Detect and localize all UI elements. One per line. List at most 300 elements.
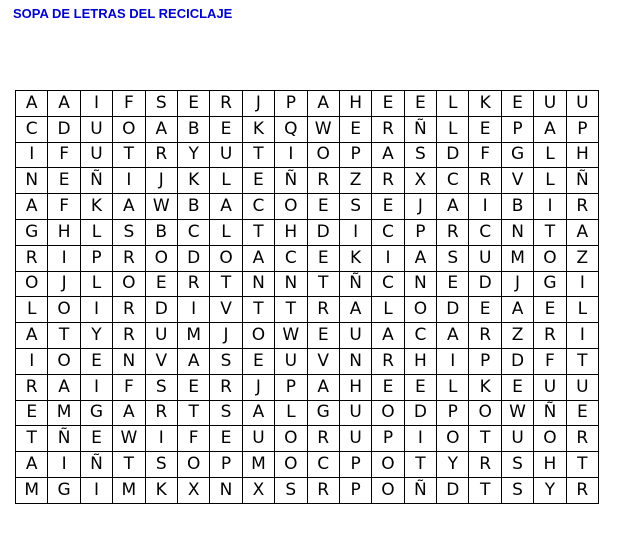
grid-cell[interactable]: L bbox=[534, 168, 566, 194]
grid-cell[interactable]: P bbox=[469, 348, 501, 374]
grid-cell[interactable]: R bbox=[113, 245, 145, 271]
grid-cell[interactable]: C bbox=[16, 116, 48, 142]
grid-cell[interactable]: I bbox=[339, 219, 371, 245]
grid-cell[interactable]: I bbox=[177, 297, 209, 323]
grid-cell[interactable]: T bbox=[242, 142, 274, 168]
grid-cell[interactable]: E bbox=[145, 271, 177, 297]
grid-cell[interactable]: S bbox=[501, 477, 533, 503]
grid-cell[interactable]: F bbox=[534, 348, 566, 374]
grid-cell[interactable]: E bbox=[80, 348, 112, 374]
grid-cell[interactable]: R bbox=[16, 374, 48, 400]
grid-cell[interactable]: O bbox=[177, 452, 209, 478]
grid-cell[interactable]: I bbox=[48, 245, 80, 271]
grid-cell[interactable]: Ñ bbox=[80, 452, 112, 478]
grid-cell[interactable]: E bbox=[372, 91, 404, 117]
grid-cell[interactable]: T bbox=[113, 452, 145, 478]
grid-cell[interactable]: P bbox=[80, 245, 112, 271]
grid-cell[interactable]: I bbox=[80, 477, 112, 503]
grid-cell[interactable]: Ñ bbox=[275, 168, 307, 194]
grid-cell[interactable]: E bbox=[372, 374, 404, 400]
grid-cell[interactable]: I bbox=[80, 297, 112, 323]
grid-cell[interactable]: K bbox=[469, 91, 501, 117]
grid-cell[interactable]: A bbox=[16, 452, 48, 478]
grid-cell[interactable]: R bbox=[469, 452, 501, 478]
grid-cell[interactable]: U bbox=[469, 245, 501, 271]
grid-cell[interactable]: M bbox=[177, 323, 209, 349]
grid-row bbox=[16, 168, 599, 194]
grid-cell[interactable]: H bbox=[275, 219, 307, 245]
grid-cell[interactable]: O bbox=[16, 271, 48, 297]
grid-row bbox=[16, 374, 599, 400]
grid-cell[interactable]: O bbox=[113, 116, 145, 142]
grid-cell[interactable]: H bbox=[339, 91, 371, 117]
grid-cell[interactable]: R bbox=[307, 477, 339, 503]
grid-cell[interactable]: S bbox=[210, 400, 242, 426]
grid-cell[interactable]: L bbox=[437, 91, 469, 117]
grid-cell[interactable]: U bbox=[566, 374, 598, 400]
grid-cell[interactable]: R bbox=[372, 168, 404, 194]
grid-cell[interactable]: I bbox=[16, 348, 48, 374]
grid-cell[interactable]: O bbox=[242, 323, 274, 349]
grid-cell[interactable]: R bbox=[534, 323, 566, 349]
grid-cell[interactable]: J bbox=[242, 91, 274, 117]
grid-cell[interactable]: E bbox=[242, 348, 274, 374]
grid-cell[interactable]: X bbox=[177, 477, 209, 503]
grid-cell[interactable]: V bbox=[307, 348, 339, 374]
grid-cell[interactable]: A bbox=[501, 297, 533, 323]
grid-cell[interactable]: L bbox=[16, 297, 48, 323]
grid-cell[interactable]: N bbox=[275, 271, 307, 297]
grid-cell[interactable]: S bbox=[113, 219, 145, 245]
grid-cell[interactable]: A bbox=[307, 91, 339, 117]
grid-cell[interactable]: J bbox=[210, 323, 242, 349]
grid-cell[interactable]: D bbox=[404, 400, 436, 426]
grid-cell[interactable]: T bbox=[48, 323, 80, 349]
grid-row bbox=[16, 142, 599, 168]
grid-cell[interactable]: A bbox=[534, 116, 566, 142]
grid-cell[interactable]: D bbox=[437, 477, 469, 503]
grid-cell[interactable]: E bbox=[307, 245, 339, 271]
grid-cell[interactable]: W bbox=[307, 116, 339, 142]
grid-cell[interactable]: Ñ bbox=[404, 116, 436, 142]
grid-cell[interactable]: E bbox=[307, 323, 339, 349]
grid-cell[interactable]: E bbox=[566, 400, 598, 426]
grid-cell[interactable]: Ñ bbox=[80, 168, 112, 194]
grid-cell[interactable]: A bbox=[113, 400, 145, 426]
grid-cell[interactable]: C bbox=[275, 245, 307, 271]
grid-cell[interactable]: R bbox=[145, 400, 177, 426]
grid-cell[interactable]: M bbox=[48, 400, 80, 426]
grid-cell[interactable]: F bbox=[469, 142, 501, 168]
grid-cell[interactable]: Y bbox=[80, 323, 112, 349]
grid-cell[interactable]: R bbox=[372, 348, 404, 374]
grid-cell[interactable]: R bbox=[210, 91, 242, 117]
grid-cell[interactable]: M bbox=[242, 452, 274, 478]
grid-cell[interactable]: C bbox=[372, 219, 404, 245]
grid-cell[interactable]: Q bbox=[275, 116, 307, 142]
grid-cell[interactable]: Y bbox=[177, 142, 209, 168]
grid-cell[interactable]: S bbox=[145, 91, 177, 117]
grid-cell[interactable]: O bbox=[404, 297, 436, 323]
grid-cell[interactable]: K bbox=[242, 116, 274, 142]
grid-cell[interactable]: R bbox=[437, 219, 469, 245]
grid-cell[interactable]: L bbox=[275, 400, 307, 426]
grid-cell[interactable]: U bbox=[339, 323, 371, 349]
grid-cell[interactable]: H bbox=[404, 348, 436, 374]
grid-cell[interactable]: P bbox=[372, 426, 404, 452]
grid-cell[interactable]: Ñ bbox=[534, 400, 566, 426]
grid-cell[interactable]: E bbox=[469, 116, 501, 142]
grid-cell[interactable]: D bbox=[307, 219, 339, 245]
grid-cell[interactable]: A bbox=[48, 91, 80, 117]
grid-cell[interactable]: N bbox=[210, 477, 242, 503]
grid-cell[interactable]: H bbox=[48, 219, 80, 245]
grid-cell[interactable]: Z bbox=[339, 168, 371, 194]
grid-cell[interactable]: A bbox=[16, 323, 48, 349]
grid-cell[interactable]: D bbox=[437, 142, 469, 168]
grid-cell[interactable]: A bbox=[437, 194, 469, 220]
grid-cell[interactable]: R bbox=[16, 245, 48, 271]
grid-cell[interactable]: E bbox=[48, 168, 80, 194]
grid-cell[interactable]: E bbox=[501, 374, 533, 400]
grid-cell[interactable]: S bbox=[339, 194, 371, 220]
grid-cell[interactable]: Z bbox=[501, 323, 533, 349]
grid-cell[interactable]: E bbox=[372, 194, 404, 220]
grid-cell[interactable]: I bbox=[566, 323, 598, 349]
grid-cell[interactable]: J bbox=[501, 271, 533, 297]
grid-cell[interactable]: R bbox=[307, 426, 339, 452]
grid-cell[interactable]: P bbox=[210, 452, 242, 478]
grid-cell[interactable]: T bbox=[566, 348, 598, 374]
grid-cell[interactable]: C bbox=[307, 452, 339, 478]
grid-cell[interactable]: A bbox=[372, 142, 404, 168]
grid-cell[interactable]: C bbox=[437, 168, 469, 194]
grid-cell[interactable]: E bbox=[80, 426, 112, 452]
grid-cell[interactable]: A bbox=[566, 219, 598, 245]
grid-cell[interactable]: P bbox=[566, 116, 598, 142]
grid-cell[interactable]: B bbox=[177, 194, 209, 220]
grid-cell[interactable]: L bbox=[566, 297, 598, 323]
grid-cell[interactable]: T bbox=[534, 219, 566, 245]
grid-cell[interactable]: O bbox=[275, 194, 307, 220]
grid-cell[interactable]: T bbox=[404, 452, 436, 478]
grid-cell[interactable]: J bbox=[145, 168, 177, 194]
grid-cell[interactable]: R bbox=[566, 194, 598, 220]
grid-cell[interactable]: P bbox=[404, 219, 436, 245]
grid-cell[interactable]: A bbox=[16, 91, 48, 117]
grid-cell[interactable]: L bbox=[210, 219, 242, 245]
grid-cell[interactable]: E bbox=[177, 91, 209, 117]
grid-cell[interactable]: O bbox=[275, 426, 307, 452]
grid-cell[interactable]: T bbox=[469, 477, 501, 503]
grid-cell[interactable]: T bbox=[242, 219, 274, 245]
grid-cell[interactable]: I bbox=[372, 245, 404, 271]
grid-cell[interactable]: T bbox=[566, 452, 598, 478]
grid-cell[interactable]: W bbox=[501, 400, 533, 426]
grid-cell[interactable]: S bbox=[501, 452, 533, 478]
grid-cell[interactable]: F bbox=[177, 426, 209, 452]
grid-cell[interactable]: T bbox=[275, 297, 307, 323]
grid-cell[interactable]: U bbox=[501, 426, 533, 452]
grid-row bbox=[16, 91, 599, 117]
grid-row bbox=[16, 477, 599, 503]
grid-cell[interactable]: I bbox=[275, 142, 307, 168]
grid-cell[interactable]: K bbox=[177, 168, 209, 194]
grid-cell[interactable]: V bbox=[145, 348, 177, 374]
grid-cell[interactable]: L bbox=[534, 142, 566, 168]
grid-cell[interactable]: S bbox=[145, 374, 177, 400]
grid-cell[interactable]: H bbox=[534, 452, 566, 478]
grid-cell[interactable]: R bbox=[566, 426, 598, 452]
grid-cell[interactable]: L bbox=[437, 374, 469, 400]
grid-cell[interactable]: E bbox=[404, 91, 436, 117]
grid-cell[interactable]: O bbox=[48, 297, 80, 323]
grid-cell[interactable]: A bbox=[210, 194, 242, 220]
grid-cell[interactable]: V bbox=[501, 168, 533, 194]
grid-cell[interactable]: Ñ bbox=[48, 426, 80, 452]
grid-cell[interactable]: V bbox=[210, 297, 242, 323]
grid-cell[interactable]: H bbox=[339, 374, 371, 400]
grid-cell[interactable]: E bbox=[210, 116, 242, 142]
grid-cell[interactable]: L bbox=[80, 271, 112, 297]
grid-cell[interactable]: U bbox=[80, 116, 112, 142]
grid-cell[interactable]: U bbox=[275, 348, 307, 374]
grid-cell[interactable]: E bbox=[534, 297, 566, 323]
grid-cell[interactable]: R bbox=[469, 323, 501, 349]
grid-cell[interactable]: J bbox=[242, 374, 274, 400]
grid-cell[interactable]: N bbox=[501, 219, 533, 245]
grid-cell[interactable]: F bbox=[48, 142, 80, 168]
grid-cell[interactable]: E bbox=[404, 374, 436, 400]
grid-cell[interactable]: R bbox=[372, 116, 404, 142]
grid-cell[interactable]: E bbox=[16, 400, 48, 426]
grid-cell[interactable]: Ñ bbox=[404, 477, 436, 503]
grid-cell[interactable]: J bbox=[48, 271, 80, 297]
grid-cell[interactable]: N bbox=[113, 348, 145, 374]
grid-cell[interactable]: T bbox=[307, 271, 339, 297]
grid-cell[interactable]: A bbox=[48, 374, 80, 400]
grid-cell[interactable]: K bbox=[145, 477, 177, 503]
grid-cell[interactable]: A bbox=[145, 116, 177, 142]
grid-row bbox=[16, 271, 599, 297]
grid-cell[interactable]: C bbox=[404, 323, 436, 349]
grid-cell[interactable]: L bbox=[210, 168, 242, 194]
grid-row bbox=[16, 426, 599, 452]
grid-cell[interactable]: E bbox=[177, 374, 209, 400]
grid-cell[interactable]: R bbox=[145, 142, 177, 168]
grid-cell[interactable]: O bbox=[145, 245, 177, 271]
grid-cell[interactable]: U bbox=[339, 400, 371, 426]
grid-cell[interactable]: I bbox=[437, 348, 469, 374]
grid-cell[interactable]: U bbox=[534, 374, 566, 400]
grid-cell[interactable]: F bbox=[113, 91, 145, 117]
grid-cell[interactable]: T bbox=[210, 271, 242, 297]
grid-cell[interactable]: N bbox=[16, 168, 48, 194]
grid-cell[interactable]: P bbox=[501, 116, 533, 142]
grid-cell[interactable]: E bbox=[242, 168, 274, 194]
grid-cell[interactable]: O bbox=[113, 271, 145, 297]
grid-cell[interactable]: P bbox=[437, 400, 469, 426]
grid-cell[interactable]: R bbox=[566, 477, 598, 503]
grid-cell[interactable]: L bbox=[437, 116, 469, 142]
grid-cell[interactable]: R bbox=[113, 323, 145, 349]
grid-cell[interactable]: Ñ bbox=[566, 168, 598, 194]
grid-cell[interactable]: M bbox=[16, 477, 48, 503]
grid-cell[interactable]: C bbox=[177, 219, 209, 245]
grid-cell[interactable]: I bbox=[48, 452, 80, 478]
grid-cell[interactable]: E bbox=[339, 116, 371, 142]
grid-cell[interactable]: M bbox=[113, 477, 145, 503]
grid-cell[interactable]: U bbox=[242, 426, 274, 452]
grid-cell[interactable]: K bbox=[339, 245, 371, 271]
grid-cell[interactable]: A bbox=[307, 374, 339, 400]
grid-cell[interactable]: A bbox=[113, 194, 145, 220]
grid-cell[interactable]: D bbox=[501, 348, 533, 374]
grid-cell[interactable]: E bbox=[307, 194, 339, 220]
grid-cell[interactable]: P bbox=[339, 452, 371, 478]
grid-cell[interactable]: H bbox=[566, 142, 598, 168]
grid-cell[interactable]: B bbox=[501, 194, 533, 220]
grid-cell[interactable]: F bbox=[48, 194, 80, 220]
grid-cell[interactable]: T bbox=[177, 400, 209, 426]
grid-cell[interactable]: P bbox=[339, 142, 371, 168]
grid-cell[interactable]: D bbox=[48, 116, 80, 142]
grid-cell[interactable]: C bbox=[469, 219, 501, 245]
grid-cell[interactable]: W bbox=[145, 194, 177, 220]
grid-cell[interactable]: O bbox=[210, 245, 242, 271]
grid-cell[interactable]: G bbox=[307, 400, 339, 426]
grid-cell[interactable]: S bbox=[437, 245, 469, 271]
grid-cell[interactable]: N bbox=[339, 348, 371, 374]
grid-cell[interactable]: E bbox=[437, 271, 469, 297]
grid-cell[interactable]: K bbox=[80, 194, 112, 220]
grid-cell[interactable]: G bbox=[48, 477, 80, 503]
grid-cell[interactable]: B bbox=[145, 219, 177, 245]
grid-cell[interactable]: F bbox=[113, 374, 145, 400]
grid-cell[interactable]: C bbox=[372, 271, 404, 297]
grid-cell[interactable]: R bbox=[307, 168, 339, 194]
grid-cell[interactable]: R bbox=[113, 297, 145, 323]
grid-cell[interactable]: P bbox=[275, 374, 307, 400]
grid-cell[interactable]: E bbox=[210, 426, 242, 452]
grid-cell[interactable]: R bbox=[469, 168, 501, 194]
page-title: SOPA DE LETRAS DEL RECICLAJE bbox=[13, 6, 233, 21]
grid-cell[interactable]: S bbox=[275, 477, 307, 503]
grid-cell[interactable]: K bbox=[469, 374, 501, 400]
grid-cell[interactable]: G bbox=[534, 271, 566, 297]
grid-cell[interactable]: O bbox=[534, 426, 566, 452]
grid-cell[interactable]: U bbox=[145, 323, 177, 349]
grid-cell[interactable]: U bbox=[210, 142, 242, 168]
grid-cell[interactable]: R bbox=[177, 271, 209, 297]
grid-row bbox=[16, 323, 599, 349]
grid-cell[interactable]: E bbox=[469, 297, 501, 323]
grid-cell[interactable]: U bbox=[534, 91, 566, 117]
grid-cell[interactable]: Ñ bbox=[339, 271, 371, 297]
grid-cell[interactable]: T bbox=[113, 142, 145, 168]
grid-cell[interactable]: L bbox=[80, 219, 112, 245]
grid-row bbox=[16, 116, 599, 142]
grid-cell[interactable]: Y bbox=[534, 477, 566, 503]
grid-cell[interactable]: R bbox=[210, 374, 242, 400]
grid-cell[interactable]: O bbox=[275, 452, 307, 478]
grid-cell[interactable]: A bbox=[339, 297, 371, 323]
grid-cell[interactable]: I bbox=[80, 374, 112, 400]
grid-cell[interactable]: D bbox=[469, 271, 501, 297]
grid-cell[interactable]: X bbox=[404, 168, 436, 194]
grid-cell[interactable]: G bbox=[501, 142, 533, 168]
grid-cell[interactable]: Z bbox=[566, 245, 598, 271]
grid-cell[interactable]: G bbox=[80, 400, 112, 426]
grid-cell[interactable]: U bbox=[80, 142, 112, 168]
grid-cell[interactable]: M bbox=[501, 245, 533, 271]
grid-cell[interactable]: I bbox=[469, 194, 501, 220]
grid-row bbox=[16, 245, 599, 271]
grid-cell[interactable]: S bbox=[210, 348, 242, 374]
grid-cell[interactable]: A bbox=[404, 245, 436, 271]
grid-cell[interactable]: D bbox=[177, 245, 209, 271]
grid-cell[interactable]: I bbox=[80, 91, 112, 117]
grid-cell[interactable]: C bbox=[242, 194, 274, 220]
grid-cell[interactable]: S bbox=[145, 452, 177, 478]
grid-cell[interactable]: G bbox=[16, 219, 48, 245]
grid-cell[interactable]: U bbox=[566, 91, 598, 117]
grid-cell[interactable]: T bbox=[469, 426, 501, 452]
grid-cell[interactable]: O bbox=[372, 400, 404, 426]
grid-cell[interactable]: B bbox=[177, 116, 209, 142]
grid-row bbox=[16, 194, 599, 220]
grid-cell[interactable]: P bbox=[275, 91, 307, 117]
grid-cell[interactable]: W bbox=[275, 323, 307, 349]
grid-cell[interactable]: O bbox=[372, 477, 404, 503]
grid-cell[interactable]: L bbox=[372, 297, 404, 323]
grid-cell[interactable]: I bbox=[145, 426, 177, 452]
grid-cell[interactable]: N bbox=[404, 271, 436, 297]
grid-cell[interactable]: O bbox=[534, 245, 566, 271]
grid-cell[interactable]: A bbox=[372, 323, 404, 349]
grid-cell[interactable]: S bbox=[404, 142, 436, 168]
grid-cell[interactable]: E bbox=[501, 91, 533, 117]
grid-cell[interactable]: P bbox=[339, 477, 371, 503]
grid-cell[interactable]: A bbox=[437, 323, 469, 349]
grid-cell[interactable]: T bbox=[16, 426, 48, 452]
grid-cell[interactable]: I bbox=[113, 168, 145, 194]
grid-cell[interactable]: A bbox=[242, 400, 274, 426]
grid-cell[interactable]: D bbox=[437, 297, 469, 323]
grid-cell[interactable]: O bbox=[48, 348, 80, 374]
grid-cell[interactable]: O bbox=[469, 400, 501, 426]
grid-cell[interactable]: I bbox=[404, 426, 436, 452]
grid-cell[interactable]: X bbox=[242, 477, 274, 503]
grid-cell[interactable]: O bbox=[307, 142, 339, 168]
grid-cell[interactable]: O bbox=[437, 426, 469, 452]
grid-cell[interactable]: A bbox=[16, 194, 48, 220]
grid-cell[interactable]: T bbox=[242, 297, 274, 323]
grid-cell[interactable]: U bbox=[339, 426, 371, 452]
grid-cell[interactable]: A bbox=[242, 245, 274, 271]
grid-cell[interactable]: J bbox=[404, 194, 436, 220]
grid-cell[interactable]: A bbox=[177, 348, 209, 374]
grid-cell[interactable]: I bbox=[566, 271, 598, 297]
grid-cell[interactable]: D bbox=[145, 297, 177, 323]
grid-cell[interactable]: O bbox=[372, 452, 404, 478]
grid-cell[interactable]: W bbox=[113, 426, 145, 452]
grid-cell[interactable]: Y bbox=[437, 452, 469, 478]
grid-cell[interactable]: I bbox=[534, 194, 566, 220]
grid-cell[interactable]: N bbox=[242, 271, 274, 297]
grid-cell[interactable]: I bbox=[16, 142, 48, 168]
grid-cell[interactable]: R bbox=[307, 297, 339, 323]
